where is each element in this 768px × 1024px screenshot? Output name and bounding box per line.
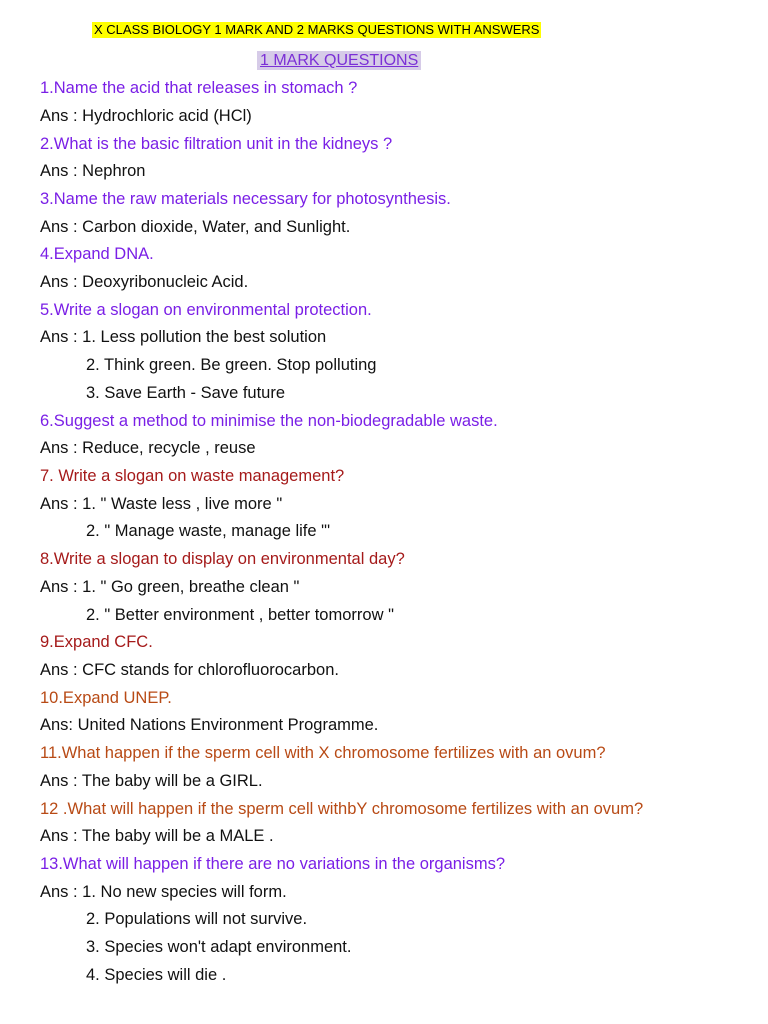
question-10: 10.Expand UNEP.	[40, 689, 172, 707]
answer-7: Ans : 1. " Waste less , live more "	[40, 495, 283, 513]
question-6: 6.Suggest a method to minimise the non-biodegradable waste.	[40, 412, 498, 430]
answer-10: Ans: United Nations Environment Programme.	[40, 716, 379, 734]
question-5: 5.Write a slogan on environmental protection.	[40, 301, 372, 319]
answer-1: Ans : Hydrochloric acid (HCl)	[40, 107, 252, 125]
question-11: 11.What happen if the sperm cell with X chromosome fertilizes with an ovum?	[40, 744, 606, 762]
answer-2: Ans : Nephron	[40, 162, 146, 180]
answer-11: Ans : The baby will be a GIRL.	[40, 772, 263, 790]
answer-8: Ans : 1. " Go green, breathe clean "	[40, 578, 300, 596]
answer-8-item: 2. " Better environment , better tomorrow "	[86, 606, 394, 624]
question-12: 12 .What will happen if the sperm cell withbY chromosome fertilizes with an ovum?	[40, 800, 644, 818]
question-4: 4.Expand DNA.	[40, 245, 154, 263]
answer-3: Ans : Carbon dioxide, Water, and Sunlight.	[40, 218, 351, 236]
answer-13: Ans : 1. No new species will form.	[40, 883, 287, 901]
answer-7-item: 2. " Manage waste, manage life "'	[86, 522, 331, 540]
answer-4: Ans : Deoxyribonucleic Acid.	[40, 273, 249, 291]
answer-13-item: 4. Species will die .	[86, 966, 227, 984]
question-3: 3.Name the raw materials necessary for photosynthesis.	[40, 190, 451, 208]
answer-5-item: 3. Save Earth - Save future	[86, 384, 286, 402]
answer-5: Ans : 1. Less pollution the best solution	[40, 328, 327, 346]
answer-12: Ans : The baby will be a MALE .	[40, 827, 274, 845]
answer-13-item: 2. Populations will not survive.	[86, 910, 308, 928]
answer-9: Ans : CFC stands for chlorofluorocarbon.	[40, 661, 339, 679]
question-13: 13.What will happen if there are no variations in the organisms?	[40, 855, 506, 873]
question-9: 9.Expand CFC.	[40, 633, 153, 651]
question-8: 8.Write a slogan to display on environmental day?	[40, 550, 405, 568]
question-2: 2.What is the basic filtration unit in the kidneys ?	[40, 135, 393, 153]
answer-13-item: 3. Species won't adapt environment.	[86, 938, 352, 956]
section-heading: 1 MARK QUESTIONS	[257, 51, 421, 70]
question-1: 1.Name the acid that releases in stomach ?	[40, 79, 358, 97]
document-title: X CLASS BIOLOGY 1 MARK AND 2 MARKS QUESTIONS WITH ANSWERS	[94, 22, 540, 37]
answer-5-item: 2. Think green. Be green. Stop polluting	[86, 356, 377, 374]
question-7: 7. Write a slogan on waste management?	[40, 467, 345, 485]
answer-6: Ans : Reduce, recycle , reuse	[40, 439, 256, 457]
